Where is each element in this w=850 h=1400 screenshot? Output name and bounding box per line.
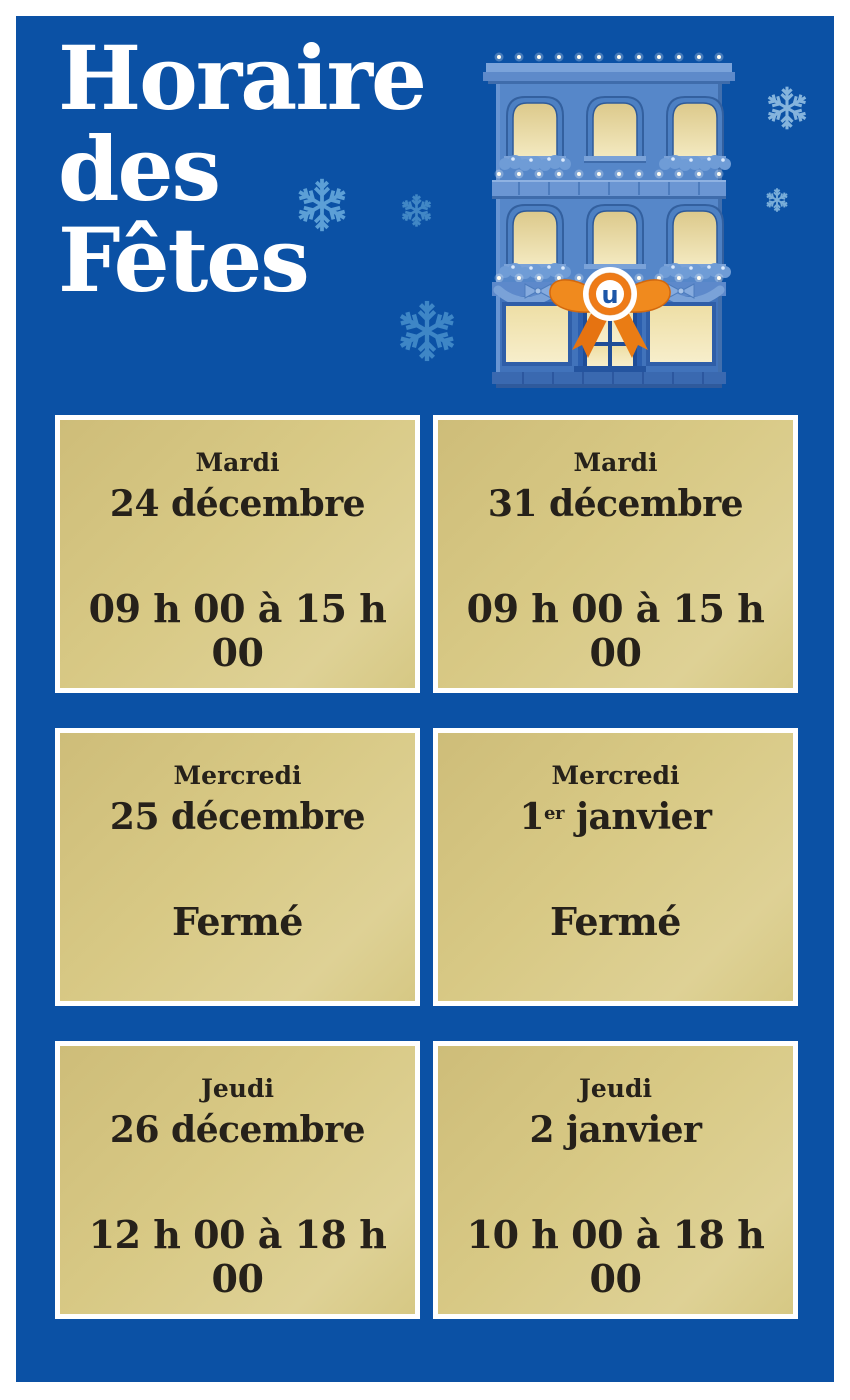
snowflake-icon [400,194,433,227]
snowflake-icon [765,86,809,130]
building-base [492,372,726,388]
schedule-grid [55,415,798,1319]
page-title [58,26,426,312]
card-date: 26 décembre [109,1108,366,1151]
u-logo [583,267,637,321]
card-date: 1er janvier [519,795,712,838]
store-building-illustration [478,50,740,390]
snowflake-icon [765,188,789,212]
hours-card-24-decembre [55,415,420,693]
title-line-1: Horaire [58,26,426,130]
hours-card-26-decembre [55,1041,420,1319]
card-day: Jeudi [201,1074,274,1103]
hours-card-25-decembre [55,728,420,1006]
hours-card-31-decembre [433,415,798,693]
card-day: Jeudi [579,1074,652,1103]
u-logo-letter: u [601,281,619,309]
hours-card-2-janvier [433,1041,798,1319]
card-hours: Fermé [172,898,303,944]
card-date: 31 décembre [487,482,744,525]
card-hours: 09 h 00 à 15 h 00 [88,585,387,675]
card-date: 25 décembre [109,795,366,838]
snowflake-icon [295,178,349,232]
card-hours: 09 h 00 à 15 h 00 [466,585,765,675]
card-hours: 10 h 00 à 18 h 00 [466,1211,765,1301]
hours-card-1er-janvier [433,728,798,1006]
card-day: Mercredi [173,761,302,790]
card-date: 24 décembre [109,482,366,525]
card-date: 2 janvier [529,1108,702,1151]
card-hours: Fermé [550,898,681,944]
snowflake-icon [396,300,458,362]
title-line-3: Fêtes [58,208,308,312]
card-day: Mercredi [551,761,680,790]
title-line-2: des [58,117,220,221]
card-day: Mardi [573,448,658,477]
floor-band [492,180,726,199]
card-hours: 12 h 00 à 18 h 00 [88,1211,387,1301]
card-day: Mardi [195,448,280,477]
